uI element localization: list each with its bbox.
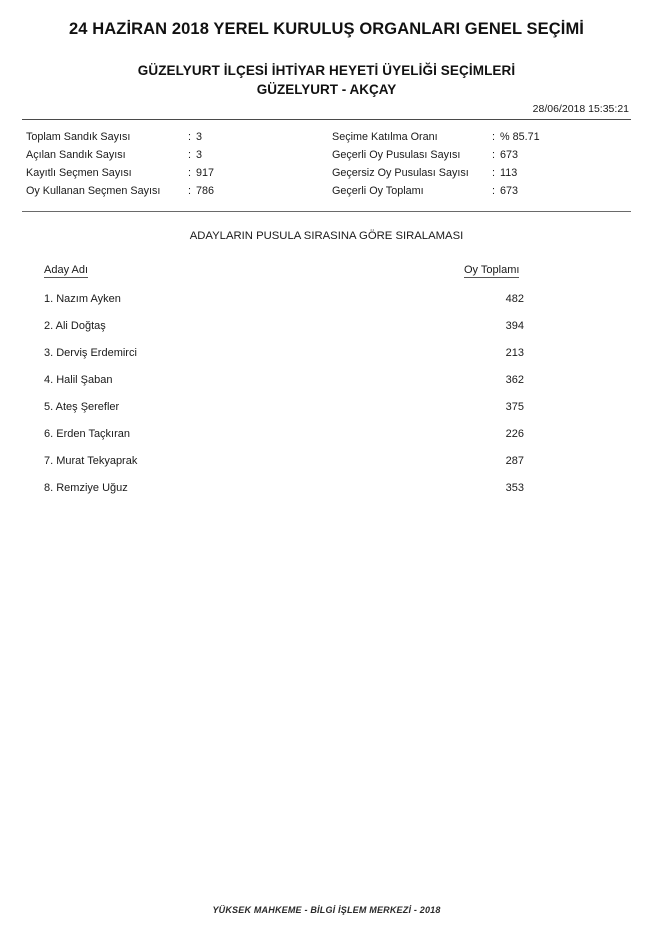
summary-value: 673 — [500, 185, 519, 198]
candidate-votes: 213 — [505, 347, 524, 360]
table-row — [44, 367, 609, 394]
summary-separator: : — [188, 167, 191, 180]
summary-value: 3 — [196, 149, 203, 162]
candidate-name: 2. Ali Doğtaş — [44, 320, 106, 333]
summary-value: 3 — [196, 131, 203, 143]
summary-separator: : — [188, 149, 191, 162]
table-row — [44, 394, 609, 421]
election-locality-title: GÜZELYURT - AKÇAY — [256, 82, 397, 97]
summary-label: Seçime Katılma Oranı — [332, 131, 438, 143]
table-row — [44, 340, 609, 367]
column-header-votes — [464, 264, 519, 276]
candidate-votes: 375 — [505, 401, 524, 414]
column-header-candidate-label: Aday Adı — [44, 263, 89, 276]
summary-label: Kayıtlı Seçmen Sayısı — [26, 167, 132, 180]
summary-separator: : — [188, 185, 191, 198]
candidate-name: 7. Murat Tekyaprak — [44, 455, 138, 468]
summary-row — [332, 130, 631, 145]
summary-separator: : — [492, 185, 495, 198]
column-header-votes-label: Oy Toplamı — [464, 263, 520, 276]
page-footer: YÜKSEK MAHKEME - BİLGİ İŞLEM MERKEZİ - 2018 — [212, 905, 441, 915]
table-row — [44, 475, 609, 502]
candidate-name: 4. Halil Şaban — [44, 374, 113, 387]
summary-row — [332, 148, 631, 163]
candidate-votes: 394 — [505, 320, 524, 333]
summary-row — [26, 184, 326, 199]
summary-column-left — [22, 130, 326, 199]
candidate-name: 5. Ateş Şerefler — [44, 401, 120, 414]
table-header-row — [44, 264, 609, 276]
summary-separator: : — [492, 167, 495, 180]
summary-value: 786 — [196, 185, 215, 198]
candidate-name: 1. Nazım Ayken — [44, 293, 121, 306]
candidate-name: 8. Remziye Uğuz — [44, 482, 128, 495]
candidate-votes: 226 — [505, 428, 524, 441]
summary-value: % 85.71 — [500, 131, 540, 143]
results-section-title: ADAYLARIN PUSULA SIRASINA GÖRE SIRALAMASI — [189, 229, 464, 242]
page-title: 24 HAZİRAN 2018 YEREL KURULUŞ ORGANLARI GENEL SEÇİMİ — [69, 20, 584, 38]
candidate-name: 3. Derviş Erdemirci — [44, 347, 137, 360]
results-table — [22, 264, 631, 502]
table-row — [44, 313, 609, 340]
summary-label: Geçersiz Oy Pusulası Sayısı — [332, 167, 469, 180]
table-row — [44, 448, 609, 475]
summary-separator: : — [492, 131, 495, 143]
summary-row — [26, 130, 326, 145]
summary-value: 673 — [500, 149, 519, 162]
table-row — [44, 421, 609, 448]
election-district-title: GÜZELYURT İLÇESİ İHTİYAR HEYETİ ÜYELİĞİ SEÇİMLERİ — [137, 63, 516, 78]
candidate-name: 6. Erden Taçkıran — [44, 428, 131, 441]
summary-column-right — [326, 130, 631, 199]
summary-separator: : — [492, 149, 495, 162]
summary-label: Açılan Sandık Sayısı — [26, 149, 126, 162]
summary-row — [26, 166, 326, 181]
summary-label: Toplam Sandık Sayısı — [26, 131, 131, 143]
summary-row — [26, 148, 326, 163]
summary-separator: : — [188, 131, 191, 143]
summary-value: 113 — [500, 167, 518, 180]
candidate-votes: 362 — [505, 374, 524, 387]
candidate-votes: 482 — [505, 293, 524, 306]
summary-label: Geçerli Oy Pusulası Sayısı — [332, 149, 461, 162]
summary-label: Geçerli Oy Toplamı — [332, 185, 424, 198]
summary-row — [332, 184, 631, 199]
candidate-votes: 287 — [505, 455, 524, 468]
report-timestamp: 28/06/2018 15:35:21 — [532, 103, 629, 115]
candidate-votes: 353 — [505, 482, 524, 495]
document-page — [0, 20, 653, 943]
summary-statistics — [22, 120, 631, 207]
table-row — [44, 286, 609, 313]
column-header-candidate — [44, 264, 464, 276]
election-scope-block — [22, 63, 631, 97]
summary-row — [332, 166, 631, 181]
divider-bottom — [22, 211, 631, 212]
summary-label: Oy Kullanan Seçmen Sayısı — [26, 185, 161, 198]
summary-value: 917 — [196, 167, 215, 180]
